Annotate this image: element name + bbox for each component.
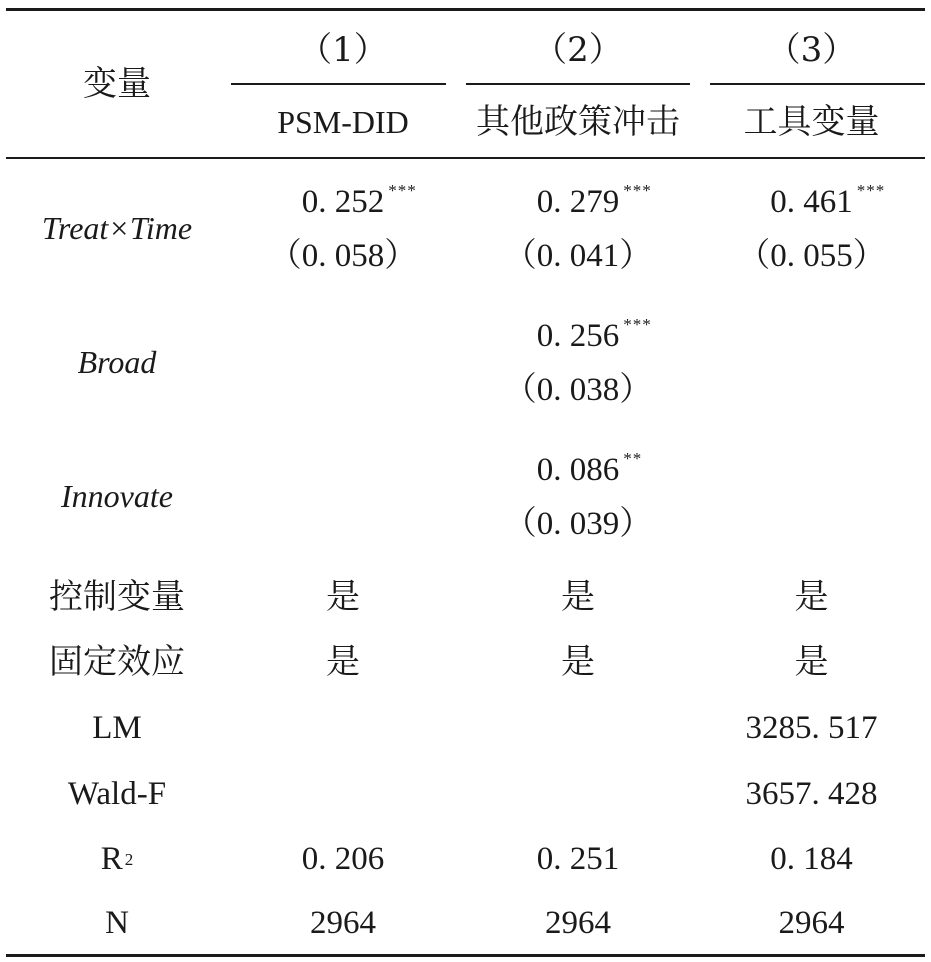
standard-error: （0. 038）: [503, 371, 653, 408]
row-label-broad: Broad: [77, 344, 157, 380]
coefficient: 0. 279: [536, 183, 620, 220]
table-cell: [460, 316, 696, 356]
row-label-wald-f: Wald-F: [67, 775, 167, 812]
significance-stars: **: [623, 448, 643, 468]
row-label-innovate: Innovate: [61, 478, 173, 514]
column-2-number: （2）: [533, 30, 623, 70]
r-squared-exponent: 2: [124, 849, 134, 869]
table-cell: 是: [326, 577, 360, 617]
significance-stars: ***: [623, 180, 652, 200]
row-label-fixed-effects: 固定效应: [49, 642, 185, 682]
table-cell: 0. 251: [536, 840, 620, 877]
standard-error: （0. 039）: [503, 505, 653, 542]
table-cell: 是: [794, 577, 829, 617]
standard-error: （0. 055）: [737, 237, 886, 274]
table-cell: [698, 182, 925, 222]
standard-error: （0. 041）: [503, 237, 653, 274]
column-2-name: 其他政策冲击: [476, 102, 680, 142]
significance-stars: ***: [623, 314, 652, 334]
column-1-rule: [231, 83, 446, 85]
table-cell: 是: [794, 642, 829, 682]
table-cell: 是: [326, 642, 360, 682]
table-cell: 0. 206: [301, 840, 385, 877]
significance-stars: ***: [388, 180, 417, 200]
table-cell: 2964: [310, 904, 376, 941]
column-3-rule: [710, 83, 925, 85]
bottom-rule: [6, 954, 925, 957]
table-cell: [228, 182, 458, 222]
row-label-r-squared: [6, 837, 228, 881]
row-label-controls: 控制变量: [49, 577, 185, 617]
column-3-name: 工具变量: [743, 102, 880, 142]
row-label-lm: LM: [92, 709, 142, 746]
column-2-rule: [466, 83, 690, 85]
table-cell: 是: [561, 577, 595, 617]
table-cell: [460, 450, 696, 490]
table-cell: 3657. 428: [745, 775, 878, 812]
row-label-n: N: [105, 904, 129, 941]
coefficient: 0. 252: [301, 183, 385, 220]
column-3-number: （3）: [766, 30, 857, 70]
significance-stars: ***: [856, 180, 886, 200]
table-cell: 是: [561, 642, 595, 682]
column-1-number: （1）: [298, 30, 388, 70]
coefficient: 0. 256: [536, 317, 620, 354]
coefficient: 0. 086: [536, 451, 620, 488]
row-label-treat-time: Treat×Time: [41, 210, 193, 246]
header-rule: [6, 157, 925, 159]
table-cell: 3285. 517: [745, 709, 878, 746]
table-cell: 0. 184: [770, 840, 853, 877]
coefficient: 0. 461: [770, 183, 853, 220]
standard-error: （0. 058）: [268, 237, 418, 274]
column-1-name: PSM-DID: [277, 104, 409, 140]
table-cell: 2964: [545, 904, 611, 941]
table-cell: 2964: [778, 904, 845, 941]
table-cell: [460, 182, 696, 222]
top-rule: [6, 8, 925, 11]
r-squared-letter: R: [100, 840, 123, 877]
variable-header: 变量: [83, 64, 151, 104]
